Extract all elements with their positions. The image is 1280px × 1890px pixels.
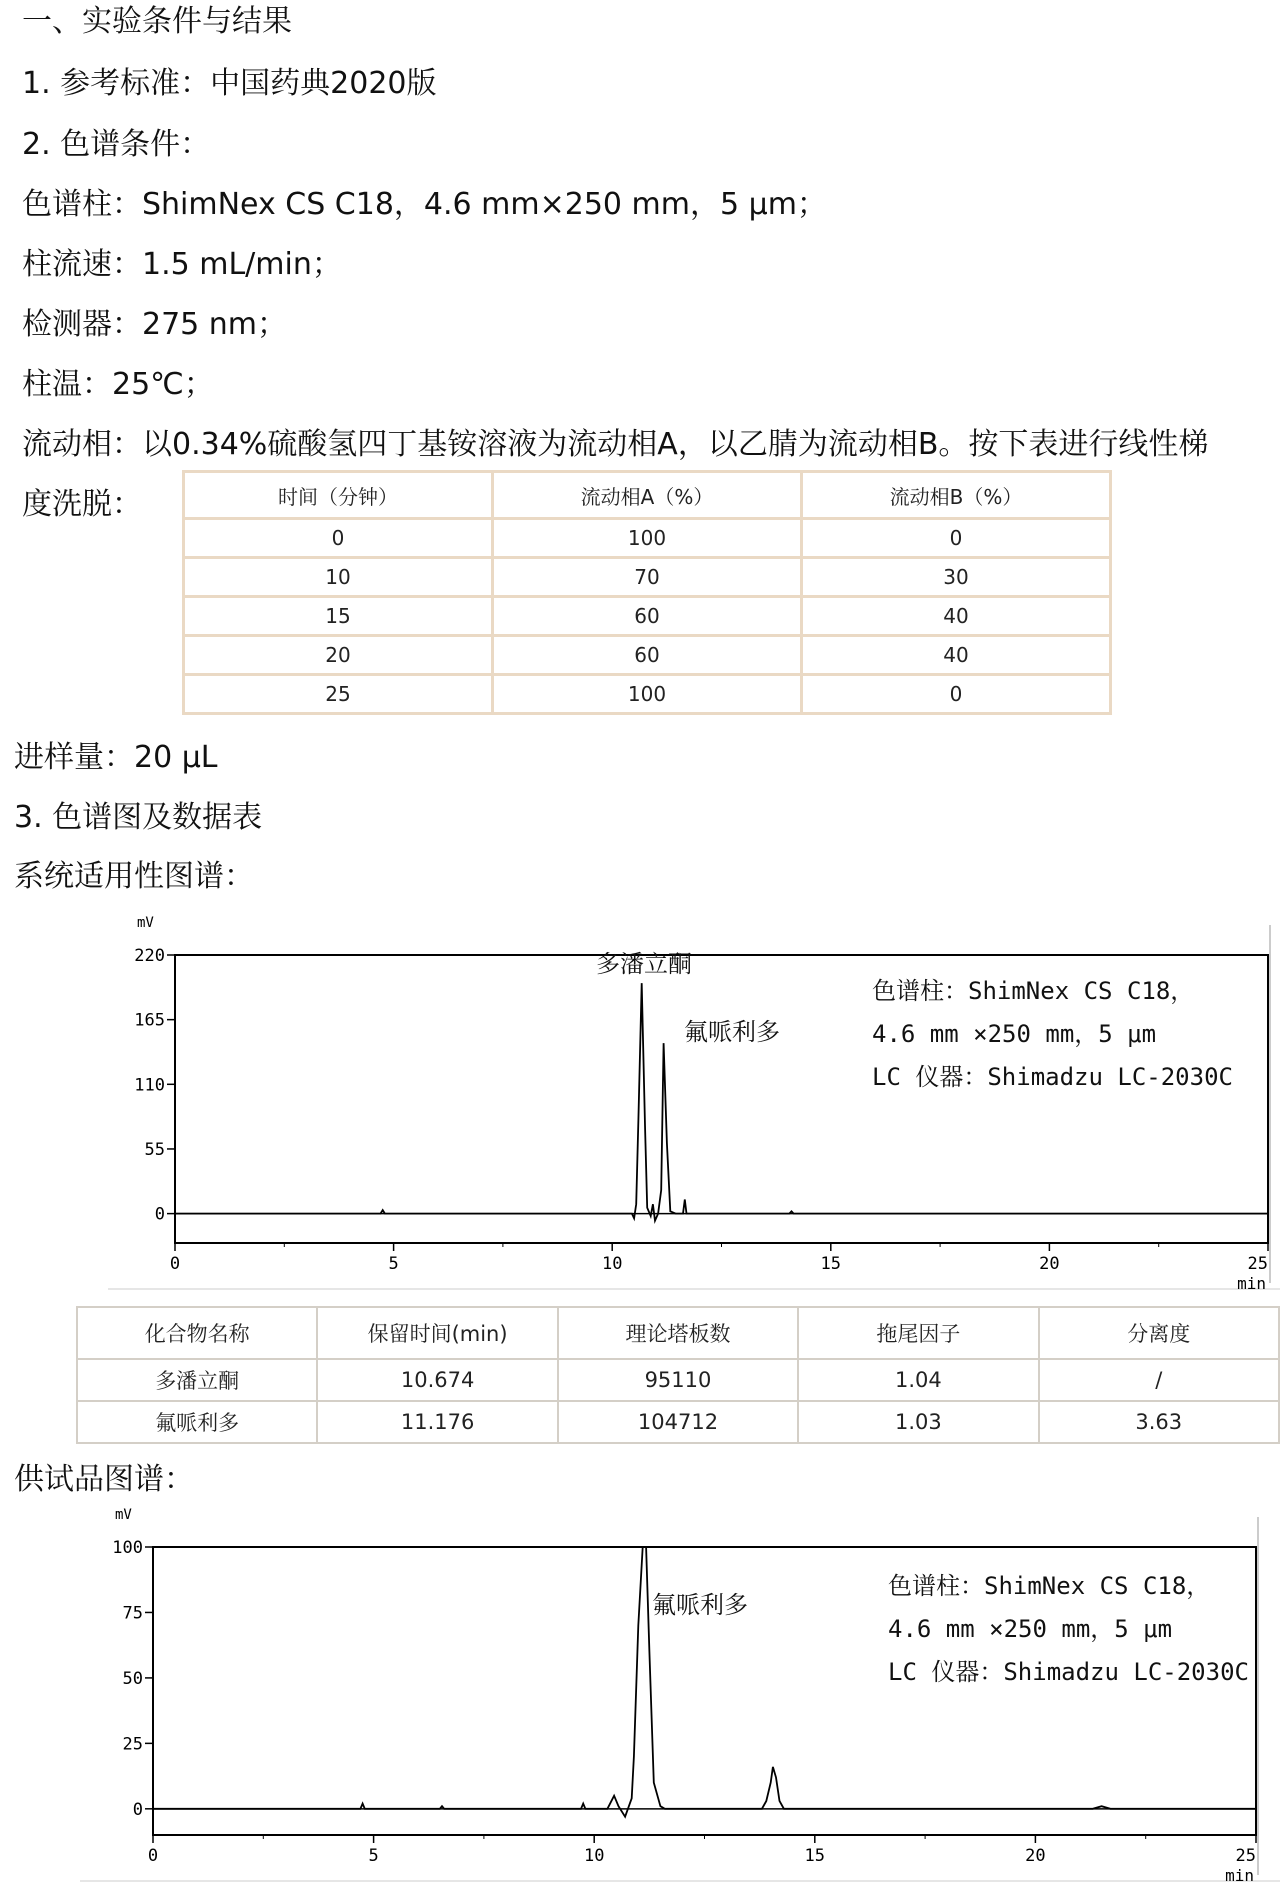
table-cell: 40 bbox=[802, 597, 1111, 636]
header-cell: 理论塔板数 bbox=[558, 1307, 798, 1359]
table-header-row bbox=[184, 472, 1111, 519]
peak-label: 氟哌利多 bbox=[652, 1591, 748, 1619]
x-tick-label: 15 bbox=[804, 1846, 826, 1866]
table-cell: 3.63 bbox=[1039, 1401, 1279, 1443]
table-cell: 20 bbox=[184, 636, 493, 675]
y-tick-label: 0 bbox=[154, 1204, 165, 1225]
x-tick-label: 5 bbox=[368, 1846, 379, 1866]
table-cell: 30 bbox=[802, 558, 1111, 597]
y-tick-label: 220 bbox=[134, 946, 165, 966]
header-cell: 流动相A（%） bbox=[493, 472, 802, 519]
table-row bbox=[77, 1359, 1279, 1401]
y-tick-label: 100 bbox=[112, 1538, 143, 1558]
y-tick-label: 55 bbox=[144, 1139, 165, 1160]
info-text: LC 仪器：Shimadzu LC-2030C bbox=[872, 1063, 1233, 1091]
header-cell: 流动相B（%） bbox=[802, 472, 1111, 519]
table-cell: 25 bbox=[184, 675, 493, 714]
x-tick-label: 20 bbox=[1039, 1254, 1060, 1274]
table-cell: 60 bbox=[493, 636, 802, 675]
x-axis-label: min bbox=[1225, 1866, 1254, 1885]
table-cell: 70 bbox=[493, 558, 802, 597]
table-cell: / bbox=[1039, 1359, 1279, 1401]
table-row bbox=[184, 597, 1111, 636]
table-cell: 15 bbox=[184, 597, 493, 636]
y-tick-label: 165 bbox=[134, 1010, 165, 1031]
elution-label: 度洗脱： bbox=[22, 487, 142, 522]
y-axis-label: mV bbox=[115, 1507, 132, 1523]
y-tick-label: 75 bbox=[122, 1603, 143, 1624]
mobile-phase: 流动相：以0.34%硫酸氢四丁基铵溶液为流动相A，以乙腈为流动相B。按下表进行线性梯 bbox=[22, 427, 1209, 462]
table-cell: 0 bbox=[802, 519, 1111, 558]
header-cell: 拖尾因子 bbox=[798, 1307, 1038, 1359]
table-cell: 0 bbox=[802, 675, 1111, 714]
suitability-chromatogram bbox=[0, 910, 1280, 1300]
y-tick-label: 110 bbox=[134, 1075, 165, 1096]
flow-rate: 柱流速：1.5 mL/min； bbox=[22, 247, 342, 282]
table-cell: 40 bbox=[802, 636, 1111, 675]
table-cell: 100 bbox=[493, 519, 802, 558]
info-text: 色谱柱：ShimNex CS C18， bbox=[872, 977, 1195, 1005]
table-cell: 100 bbox=[493, 675, 802, 714]
x-tick-label: 15 bbox=[820, 1254, 842, 1274]
header-cell: 分离度 bbox=[1039, 1307, 1279, 1359]
header-cell: 保留时间(min) bbox=[317, 1307, 557, 1359]
x-tick-label: 0 bbox=[147, 1846, 159, 1866]
table-cell: 95110 bbox=[558, 1359, 798, 1401]
results-table bbox=[76, 1306, 1280, 1444]
table-cell: 104712 bbox=[558, 1401, 798, 1443]
column-spec: 色谱柱：ShimNex CS C18，4.6 mm×250 mm，5 μm； bbox=[22, 187, 827, 222]
info-text: 色谱柱：ShimNex CS C18， bbox=[888, 1572, 1211, 1600]
y-tick-label: 50 bbox=[122, 1668, 143, 1689]
table-cell: 1.04 bbox=[798, 1359, 1038, 1401]
x-tick-label: 0 bbox=[169, 1254, 181, 1274]
table-cell: 氟哌利多 bbox=[77, 1401, 317, 1443]
table-row bbox=[184, 675, 1111, 714]
sample-chromatogram bbox=[0, 1505, 1280, 1890]
table-cell: 1.03 bbox=[798, 1401, 1038, 1443]
x-tick-label: 10 bbox=[583, 1846, 605, 1866]
x-tick-label: 10 bbox=[601, 1254, 623, 1274]
table-cell: 10 bbox=[184, 558, 493, 597]
x-tick-label: 20 bbox=[1025, 1846, 1046, 1866]
table-row bbox=[184, 636, 1111, 675]
info-text: 4.6 mm ×250 mm，5 μm bbox=[888, 1615, 1173, 1643]
y-tick-label: 0 bbox=[132, 1799, 143, 1820]
table-row bbox=[184, 558, 1111, 597]
table-cell: 10.674 bbox=[317, 1359, 557, 1401]
suitability-label: 系统适用性图谱： bbox=[14, 859, 254, 894]
gradient-table bbox=[182, 470, 1112, 715]
peak-label: 氟哌利多 bbox=[684, 1018, 780, 1046]
sample-label: 供试品图谱： bbox=[14, 1462, 194, 1497]
x-tick-label: 25 bbox=[1235, 1846, 1256, 1866]
conditions-title: 2. 色谱条件： bbox=[22, 127, 211, 162]
table-cell: 11.176 bbox=[317, 1401, 557, 1443]
section-3-title: 3. 色谱图及数据表 bbox=[14, 800, 263, 835]
info-text: LC 仪器：Shimadzu LC-2030C bbox=[888, 1658, 1249, 1686]
detector: 检测器：275 nm； bbox=[22, 307, 288, 342]
injection-volume: 进样量：20 μL bbox=[14, 740, 218, 775]
table-cell: 多潘立酮 bbox=[77, 1359, 317, 1401]
y-tick-label: 25 bbox=[122, 1734, 143, 1755]
header-cell: 时间（分钟） bbox=[184, 472, 493, 519]
info-text: 4.6 mm ×250 mm，5 μm bbox=[872, 1020, 1157, 1048]
table-header-row bbox=[77, 1307, 1279, 1359]
reference-standard: 1. 参考标准：中国药典2020版 bbox=[22, 66, 437, 101]
header-cell: 化合物名称 bbox=[77, 1307, 317, 1359]
peak-label: 多潘立酮 bbox=[596, 950, 692, 978]
x-tick-label: 25 bbox=[1247, 1254, 1268, 1274]
column-temperature: 柱温：25℃； bbox=[22, 367, 214, 402]
table-cell: 0 bbox=[184, 519, 493, 558]
x-tick-label: 5 bbox=[388, 1254, 399, 1274]
table-cell: 60 bbox=[493, 597, 802, 636]
table-row bbox=[184, 519, 1111, 558]
x-axis-label: min bbox=[1237, 1274, 1266, 1293]
table-row bbox=[77, 1401, 1279, 1443]
section-heading: 一、实验条件与结果 bbox=[22, 4, 292, 39]
y-axis-label: mV bbox=[137, 915, 154, 931]
